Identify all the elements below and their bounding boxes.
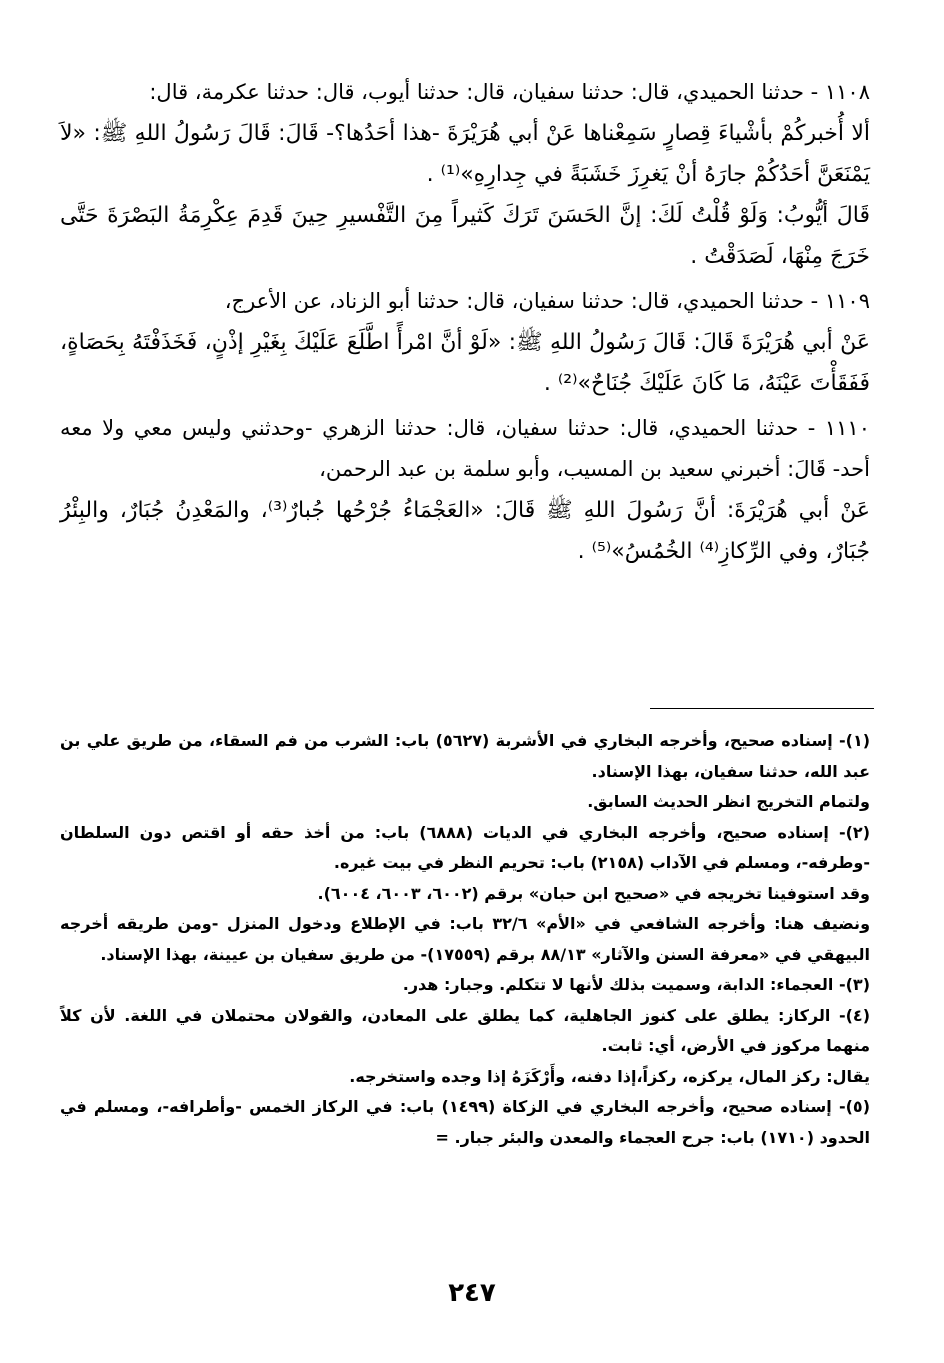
hadith-1108-chain: ١١٠٨ - حدثنا الحميدي، قال: حدثنا سفيان، قال: حدثنا أيوب، قال: حدثنا عكرمة، قال:: [149, 80, 870, 104]
footnote-2: (٢)- إسناده صحيح، وأخرجه البخاري في الديات (٦٨٨٨) باب: من أخذ حقه أو اقتص دون السلطان -وطرفه-، ومسلم في الآداب (٢١٥٨) باب: تحريم النظر في بيت غيره.: [60, 822, 870, 872]
footnote-4: (٤)- الركاز: يطلق على كنوز الجاهلية، كما يطلق على المعادن، والقولان محتملان في اللغة. لأن كلاً منهما مركوز في الأرض، أي: ثابت.: [60, 1005, 870, 1055]
footnote-4-continued: يقال: ركز المال، يركزه، ركزاً،إذا دفنه، وأَرْكَزَهُ إذا وجده واستخرجه.: [349, 1066, 870, 1086]
hadith-1108-comment: قَالَ أيُّوبُ: وَلَوْ قُلْتُ لَكَ: إنَّ الحَسَنَ تَرَكَ كَثيراً مِنَ التَّفْسيرِ حِينَ قَدِمَ عِكْرِمَةُ البَصْرَةَ حَتَّى خَرَجَ مِنْهَا، لَصَدَقْتُ .: [60, 203, 870, 269]
footnote-3: (٣)- العجماء: الدابة، وسميت بذلك لأنها لا تتكلم. وجبار: هدر.: [402, 975, 870, 994]
page-number: ٢٤٧: [448, 1278, 496, 1308]
hadith-1109-text: عَنْ أبي هُرَيْرَةَ قَالَ: قَالَ رَسُولُ اللهِ ﷺ: «لَوْ أنَّ امْرأً اطَّلَعَ عَلَيْكَ بِغَيْرِ إذْنٍ، فَخَذَفْتَهُ بِحَصَاةٍ، فَفَقَأْتَ عَيْنَهُ، مَا كَانَ عَلَيْكَ جُنَاحٌ»⁽²⁾ .: [60, 330, 870, 396]
hadith-1108-text: ألا أُخبركُمْ بأشْياءَ قِصارٍ سَمِعْناها عَنْ أبي هُرَيْرَةَ -هذا أحَدُها؟- قَالَ: قَالَ رَسُولُ اللهِ ﷺ: «لاَ يَمْنَعَنَّ أحَدُكُمْ جارَهُ أنْ يَغرِزَ خَشَبَةً في جِدارِهِ»⁽¹⁾ .: [60, 121, 870, 187]
footnote-1: (١)- إسناده صحيح، وأخرجه البخاري في الأشربة (٥٦٢٧) باب: الشرب من فم السقاء، من طريق علي بن عبد الله، حدثنا سفيان، بهذا الإسناد.: [60, 731, 871, 781]
footnote-separator: [650, 708, 874, 709]
footnote-5: (٥)- إسناده صحيح، وأخرجه البخاري في الزكاة (١٤٩٩) باب: في الركاز الخمس -وأطرافه-، ومسلم في الحدود (١٧١٠) باب: جرح العجماء والمعدن والبئر جبار. =: [60, 1097, 870, 1147]
footnote-1-continued: ولتمام التخريج انظر الحديث السابق.: [587, 792, 870, 811]
footnote-2-continued: وقد استوفينا تخريجه في «صحيح ابن حبان» برقم (٦٠٠٢، ٦٠٠٣، ٦٠٠٤).: [317, 883, 870, 903]
hadith-1109-chain: ١١٠٩ - حدثنا الحميدي، قال: حدثنا سفيان، قال: حدثنا أبو الزناد، عن الأعرج،: [224, 289, 870, 313]
hadith-1110-chain: ١١١٠ - حدثنا الحميدي، قال: حدثنا سفيان، قال: حدثنا الزهري -وحدثني وليس معي ولا معه أحد- قَالَ: أخبرني سعيد بن المسيب، وأبو سلمة بن عبد الرحمن،: [60, 416, 870, 481]
footnote-2-addition: ونضيف هنا: وأخرجه الشافعي في «الأم» ٣٢/٦ باب: في الإطلاع ودخول المنزل -ومن طريقه أخرجه البيهقي في «معرفة السنن والآثار» ٨٨/١٣ برقم (١٧٥٥٩)- من طريق سفيان بن عيينة، بهذا الإسناد.: [60, 914, 871, 964]
main-text: [60, 72, 870, 572]
hadith-1110-text: عَنْ أبي هُرَيْرَةَ: أنَّ رَسُولَ اللهِ ﷺ قَالَ: «العَجْمَاءُ جُرْحُها جُبارٌ⁽³⁾، والمَعْدِنُ جُبَارٌ، والبِئْرُ جُبَارٌ، وفي الرِّكازِ⁽⁴⁾ الخُمُسُ»⁽⁵⁾ .: [60, 498, 870, 564]
footnotes: [60, 726, 870, 1153]
